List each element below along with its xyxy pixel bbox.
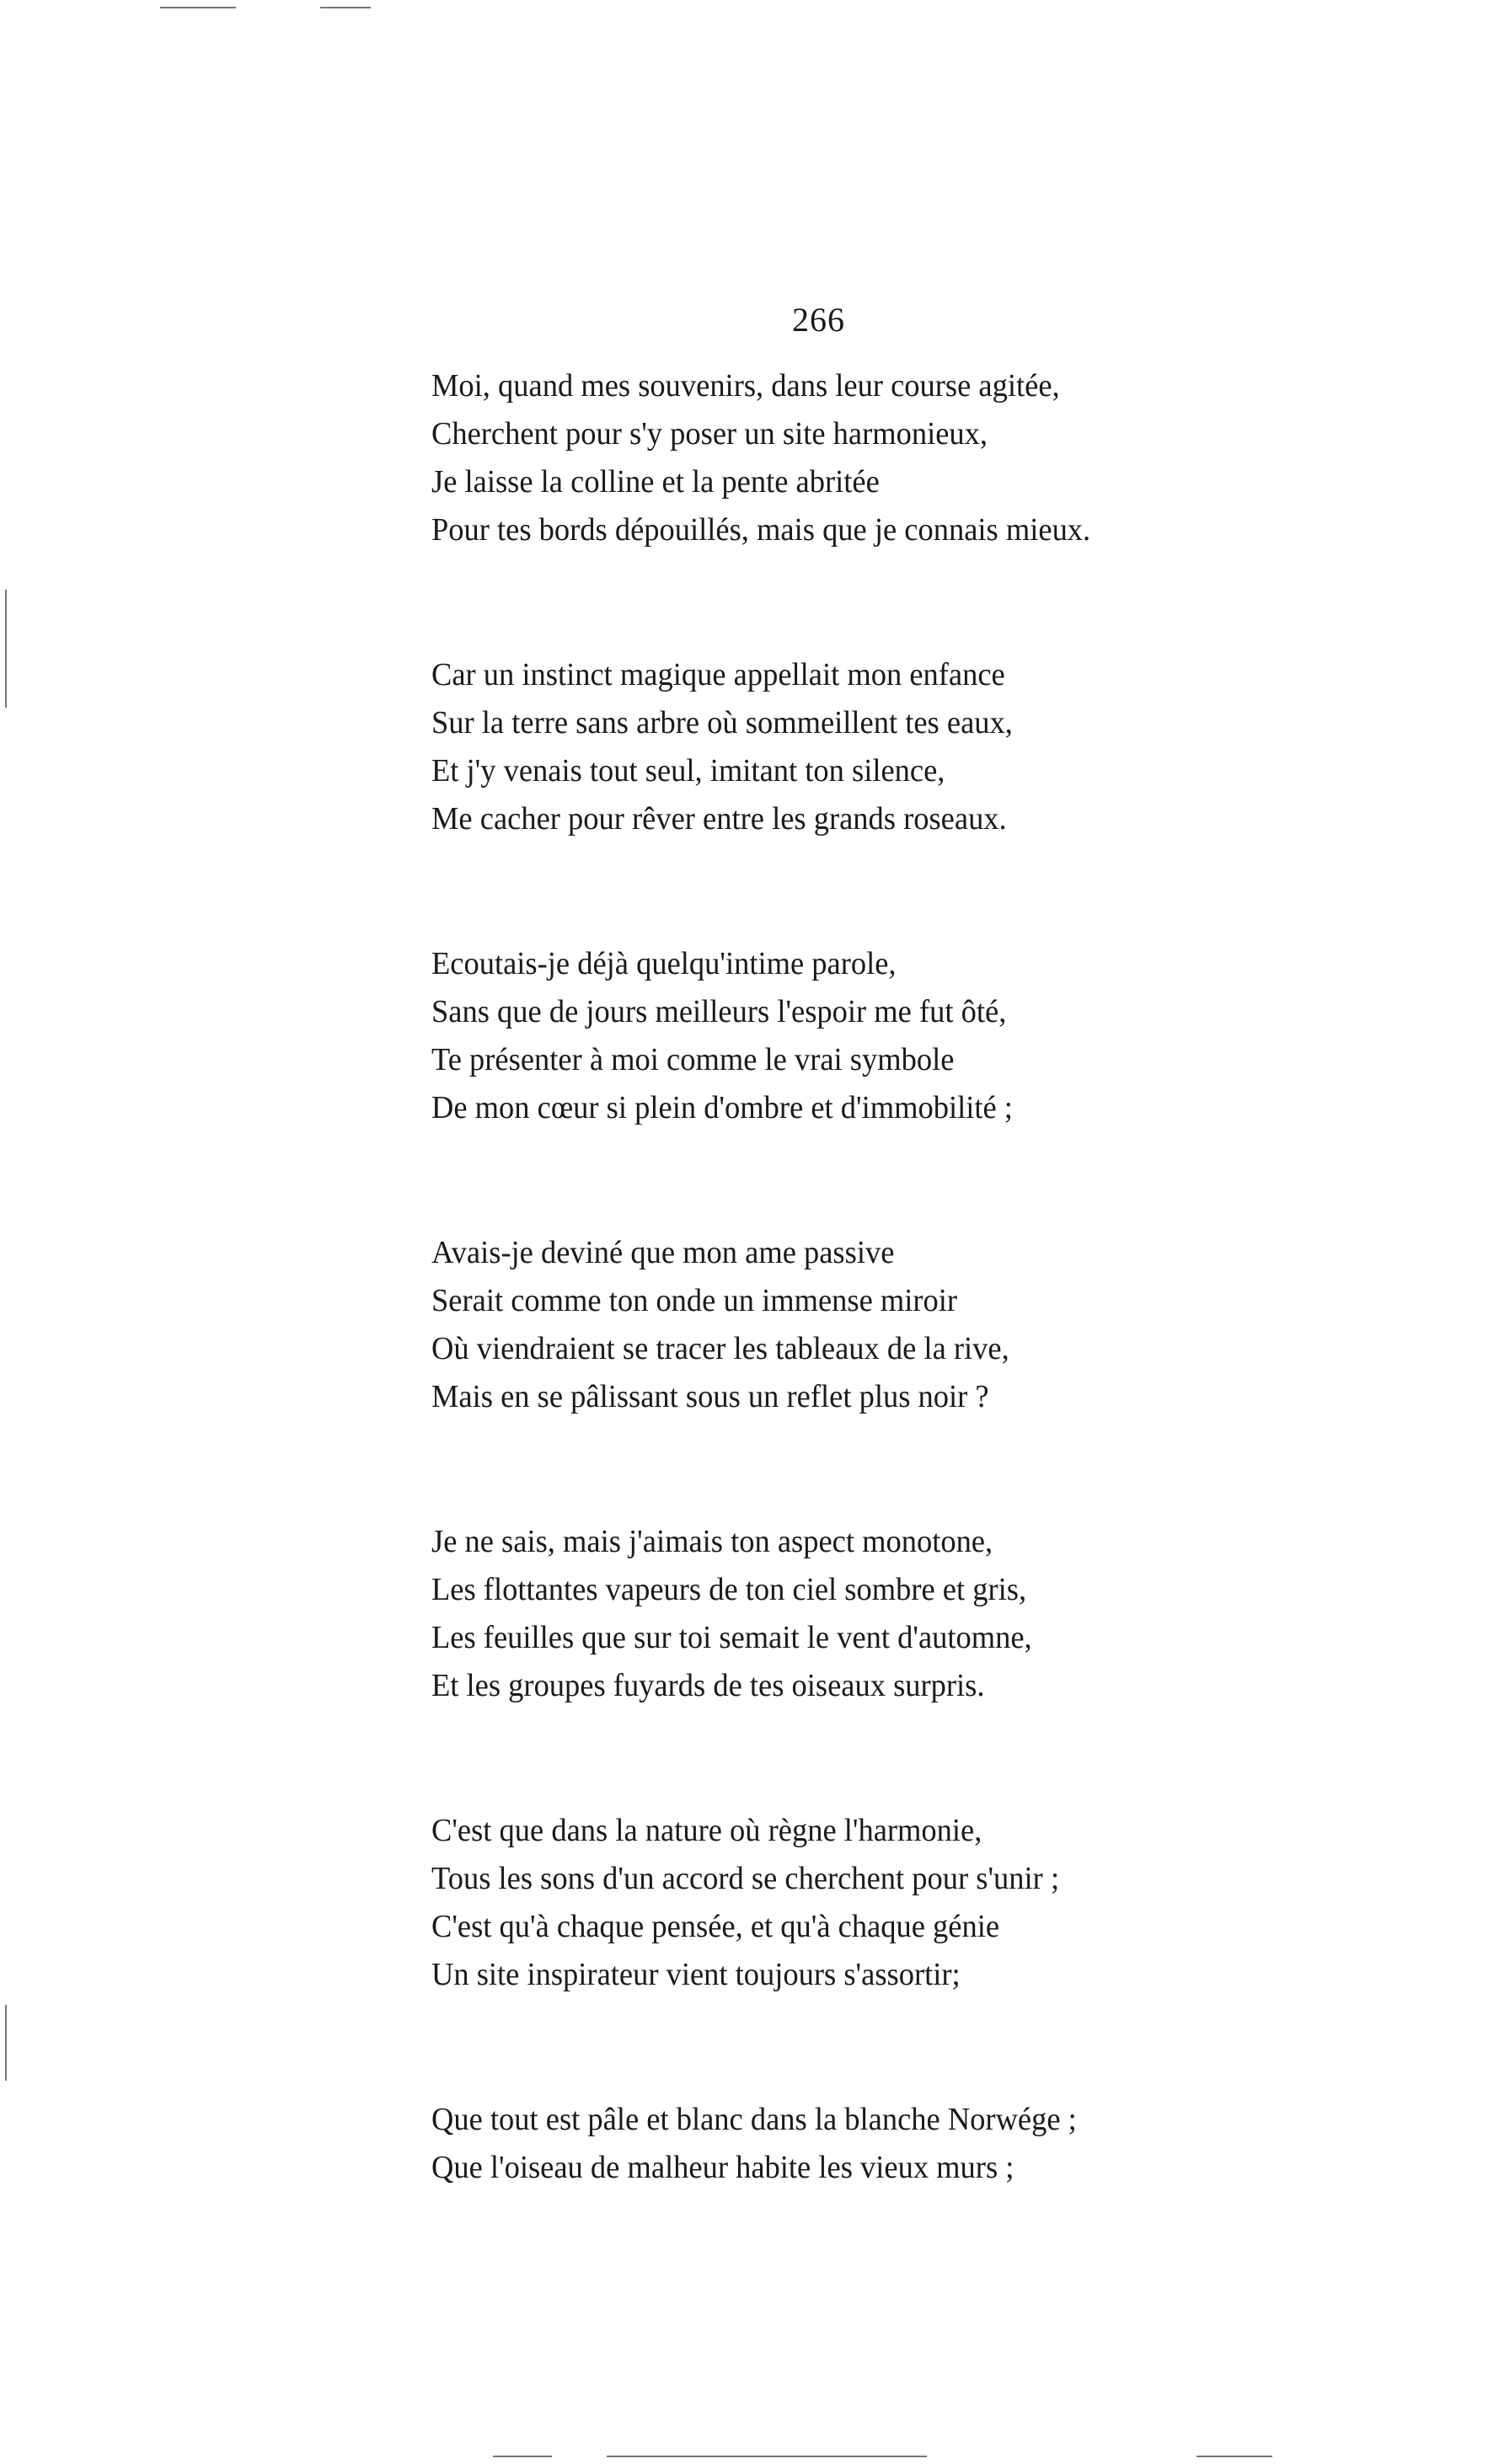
verse-line: Je laisse la colline et la pente abritée <box>431 464 880 500</box>
scan-edge-mark-top-2 <box>320 7 371 8</box>
verse-line: Et les groupes fuyards de tes oiseaux surpris. <box>431 1668 985 1703</box>
verse-line: Sur la terre sans arbre où sommeillent tes eaux, <box>431 705 1013 740</box>
verse-line: Que l'oiseau de malheur habite les vieux murs ; <box>431 2150 1015 2185</box>
verse-line: Tous les sons d'un accord se cherchent pour s'unir ; <box>431 1861 1060 1896</box>
verse-line: Et j'y venais tout seul, imitant ton silence, <box>431 753 945 788</box>
stanza-4 <box>431 1229 1240 1421</box>
verse-line: Les flottantes vapeurs de ton ciel sombre et gris, <box>431 1572 1027 1607</box>
verse-line: Mais en se pâlissant sous un reflet plus noir ? <box>431 1379 989 1414</box>
verse-line: Un site inspirateur vient toujours s'assortir; <box>431 1957 961 1992</box>
verse-line: Pour tes bords dépouillés, mais que je connais mieux. <box>431 512 1091 548</box>
verse-line: Ecoutais-je déjà quelqu'intime parole, <box>431 946 897 981</box>
stanza-3 <box>431 940 1240 1132</box>
stanza-6 <box>431 1807 1240 1999</box>
verse-line: Moi, quand mes souvenirs, dans leur course agitée, <box>431 368 1060 404</box>
verse-line: Me cacher pour rêver entre les grands roseaux. <box>431 801 1007 836</box>
verse-line: Où viendraient se tracer les tableaux de la rive, <box>431 1331 1009 1366</box>
verse-line: Cherchent pour s'y poser un site harmonieux, <box>431 416 988 452</box>
verse-line: Que tout est pâle et blanc dans la blanche Norwége ; <box>431 2102 1077 2137</box>
verse-line: Sans que de jours meilleurs l'espoir me fut ôté, <box>431 994 1007 1029</box>
verse-line: Je ne sais, mais j'aimais ton aspect monotone, <box>431 1524 993 1559</box>
scan-edge-mark-bottom-2 <box>607 2456 927 2457</box>
stanza-5 <box>431 1518 1240 1710</box>
verse-line: De mon cœur si plein d'ombre et d'immobilité ; <box>431 1090 1013 1125</box>
verse-line: Avais-je deviné que mon ame passive <box>431 1235 895 1270</box>
verse-line: C'est qu'à chaque pensée, et qu'à chaque génie <box>431 1909 1000 1944</box>
stanza-7 <box>431 2096 1240 2192</box>
verse-line: Te présenter à moi comme le vrai symbole <box>431 1042 955 1077</box>
stanza-1 <box>431 362 1240 554</box>
stanza-2 <box>431 651 1240 843</box>
verse-line: Car un instinct magique appellait mon enfance <box>431 657 1005 692</box>
scan-edge-mark-bottom-3 <box>1197 2456 1272 2457</box>
scan-edge-mark-top <box>160 7 236 8</box>
scan-edge-mark-left <box>5 590 7 708</box>
verse-line: C'est que dans la nature où règne l'harmonie, <box>431 1813 982 1848</box>
page-number: 266 <box>792 301 845 339</box>
verse-line: Les feuilles que sur toi semait le vent d'automne, <box>431 1620 1032 1655</box>
scan-edge-mark-bottom <box>493 2456 552 2457</box>
scan-edge-mark-left-2 <box>5 2005 7 2081</box>
verse-line: Serait comme ton onde un immense miroir <box>431 1283 958 1318</box>
poem-text <box>431 362 1240 2192</box>
